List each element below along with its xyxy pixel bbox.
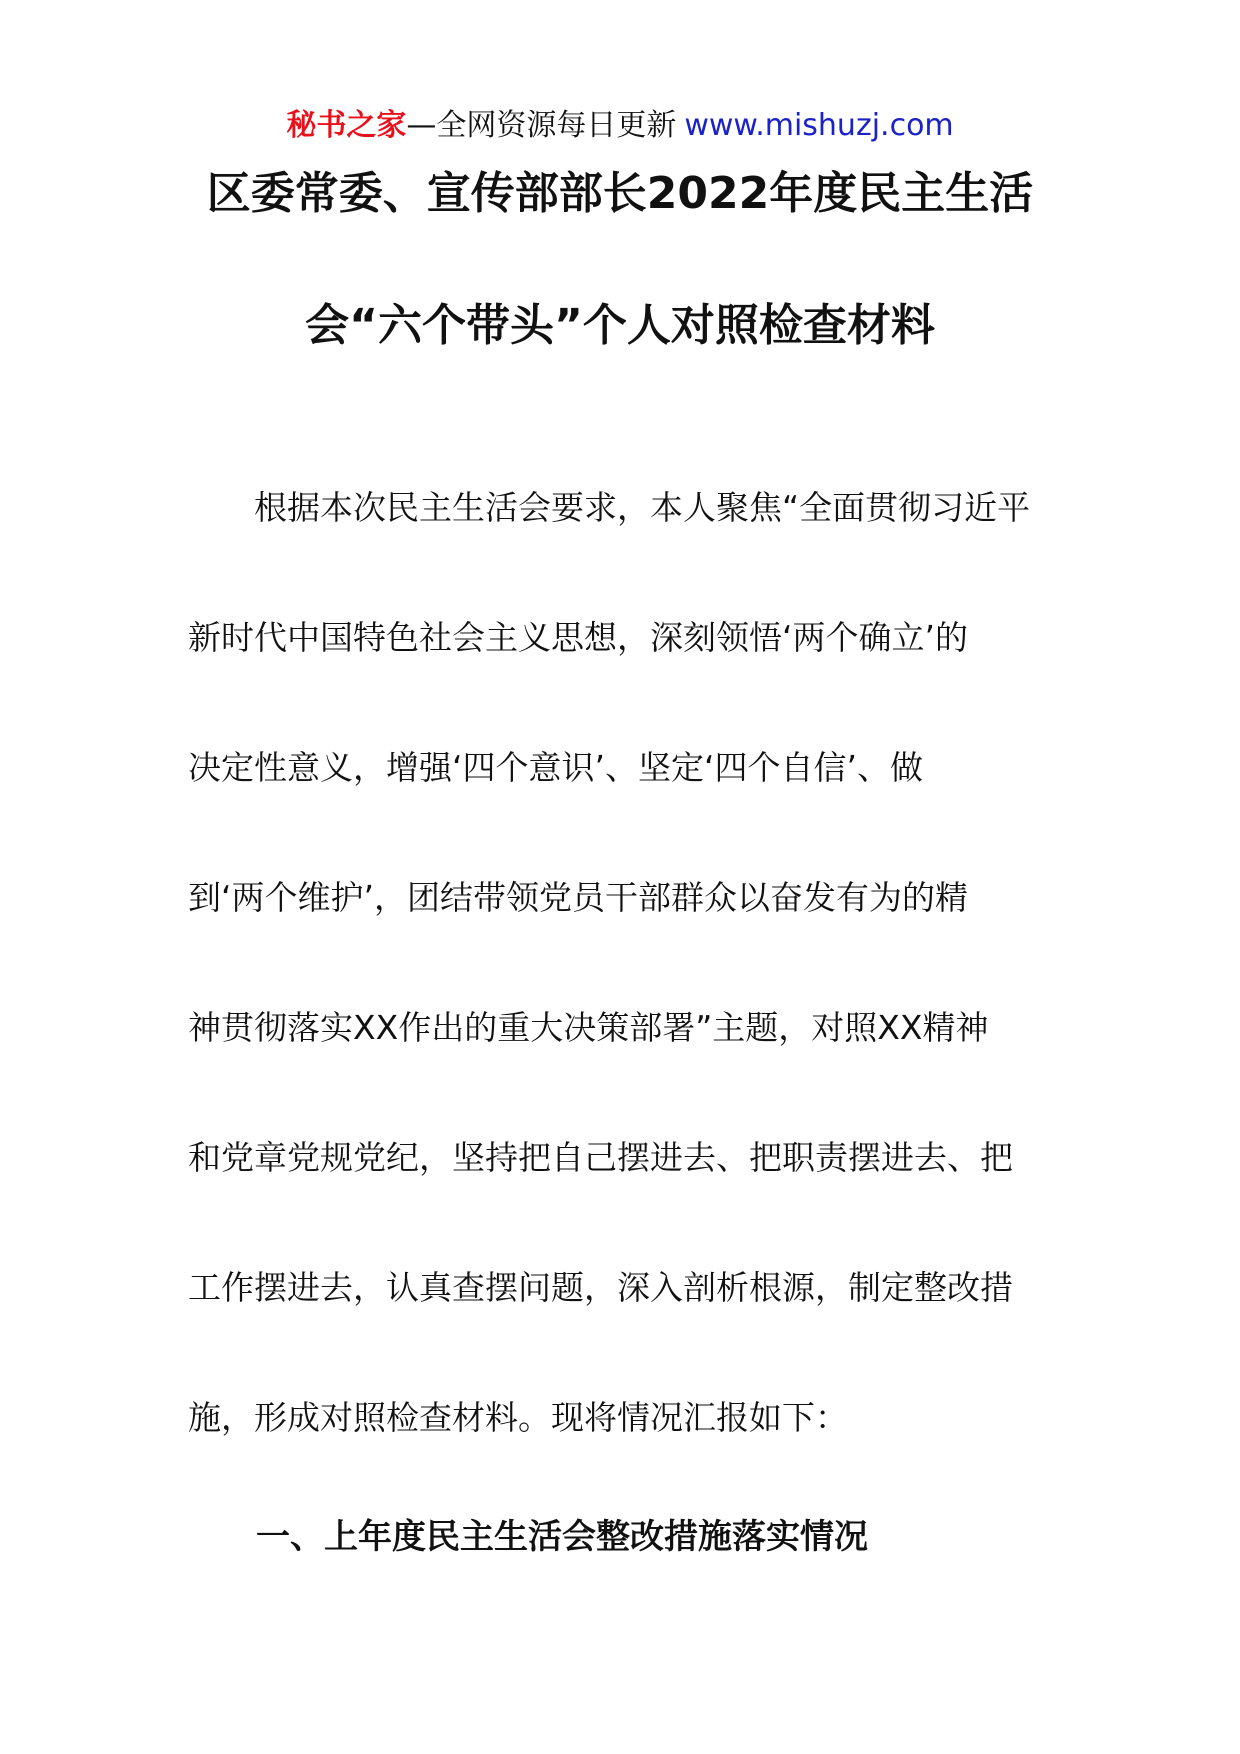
- section-heading: 一、上年度民主生活会整改措施落实情况: [256, 1517, 868, 1557]
- body-paragraph-line: 到‘两个维护’，团结带领党员干部群众以奋发有为的精: [188, 878, 968, 917]
- body-paragraph-line: 决定性意义，增强‘四个意识’、坚定‘四个自信’、做: [188, 748, 923, 787]
- body-paragraph-line: 根据本次民主生活会要求，本人聚焦“全面贯彻习近平: [188, 488, 1031, 527]
- body-paragraph-line: 和党章党规党纪，坚持把自己摆进去、把职责摆进去、把: [188, 1138, 1013, 1177]
- document-title-line-2: 会“六个带头”个人对照检查材料: [305, 300, 935, 351]
- brand-name: 秘书之家: [286, 108, 407, 143]
- body-paragraph-line: 工作摆进去，认真查摆问题，深入剖析根源，制定整改措: [188, 1268, 1013, 1307]
- document-title-line-1: 区委常委、宣传部部长2022年度民主生活: [206, 168, 1034, 219]
- body-paragraph-line: 施，形成对照检查材料。现将情况汇报如下：: [188, 1398, 848, 1437]
- body-paragraph-line: 神贯彻落实XX作出的重大决策部署”主题，对照XX精神: [188, 1008, 989, 1047]
- site-url-link[interactable]: www.mishuzj.com: [684, 108, 954, 143]
- body-paragraph-line: 新时代中国特色社会主义思想，深刻领悟‘两个确立’的: [188, 618, 968, 657]
- site-header: [0, 104, 1240, 148]
- header-tagline: —全网资源每日更新: [406, 108, 677, 143]
